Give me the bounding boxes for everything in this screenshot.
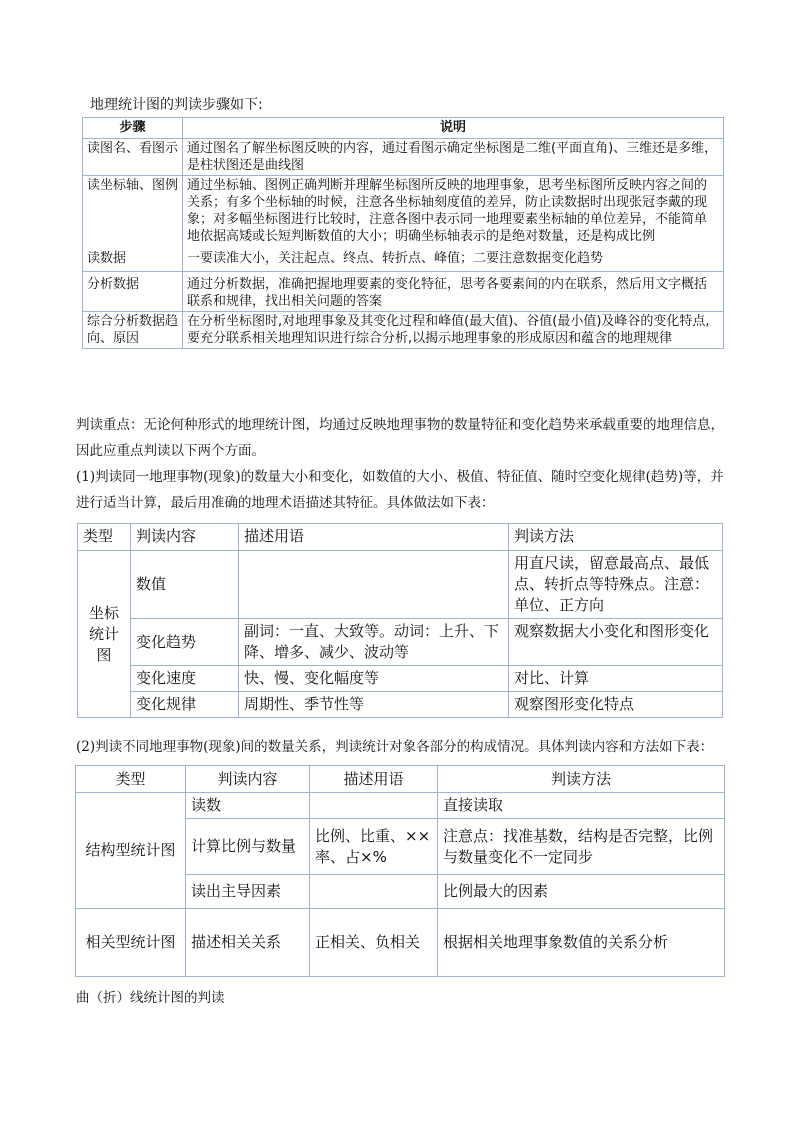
method-cell: 根据相关地理事象数值的关系分析 — [438, 909, 725, 977]
terms-cell — [310, 875, 438, 909]
steps-table — [82, 117, 724, 349]
step-cell: 读图名、看图示 — [83, 139, 183, 176]
intro-heading: 地理统计图的判读步骤如下: — [90, 97, 263, 113]
content-cell: 变化规律 — [131, 692, 239, 718]
terms-cell: 比例、比重、××率、占×% — [310, 819, 438, 875]
method-cell: 注意点：找准基数，结构是否完整，比例与数量变化不一定同步 — [438, 819, 725, 875]
header-terms: 描述用语 — [310, 766, 438, 793]
header-type: 类型 — [78, 524, 131, 551]
terms-cell: 周期性、季节性等 — [239, 692, 509, 718]
type-cell: 坐标统计图 — [78, 551, 131, 718]
content-cell: 读数 — [186, 793, 310, 819]
terms-cell — [310, 793, 438, 819]
type-cell: 相关型统计图 — [76, 909, 186, 977]
desc-cell: 通过分析数据，准确把握地理要素的变化特征，思考各要素间的内在联系，然后用文字概括联系和规律，找出相关问题的答案 — [183, 272, 724, 312]
content-cell: 描述相关关系 — [186, 909, 310, 977]
content-cell: 数值 — [131, 551, 239, 619]
part1-paragraph: (1)判读同一地理事物(现象)的数量大小和变化，如数值的大小、极值、特征值、随时空变化规律(趋势)等，并进行适当计算，最后用准确的地理术语描述其特征。具体做法如下表： — [76, 469, 724, 511]
header-desc: 说明 — [183, 118, 724, 139]
header-terms: 描述用语 — [239, 524, 509, 551]
header-step: 步骤 — [83, 118, 183, 139]
header-content: 判读内容 — [186, 766, 310, 793]
terms-cell — [239, 551, 509, 619]
header-method: 判读方法 — [509, 524, 723, 551]
step-cell: 读数据 — [83, 246, 183, 272]
type-cell: 结构型统计图 — [76, 793, 186, 909]
coordinate-chart-table — [77, 523, 723, 718]
step-cell: 综合分析数据趋向、原因 — [83, 312, 183, 349]
method-cell: 比例最大的因素 — [438, 875, 725, 909]
header-content: 判读内容 — [131, 524, 239, 551]
method-cell: 直接读取 — [438, 793, 725, 819]
part2-paragraph: (2)判读不同地理事物(现象)间的数量关系，判读统计对象各部分的构成情况。具体判读内容和方法如下表： — [76, 739, 714, 755]
header-type: 类型 — [76, 766, 186, 793]
relation-chart-table — [75, 765, 725, 977]
key-points-paragraph: 判读重点：无论何种形式的地理统计图，均通过反映地理事物的数量特征和变化趋势来承载重要的地理信息，因此应重点判读以下两个方面。 — [76, 417, 724, 459]
content-cell: 变化速度 — [131, 666, 239, 692]
terms-cell: 副词：一直、大致等。动词：上升、下降、增多、减少、波动等 — [239, 619, 509, 666]
terms-cell: 快、慢、变化幅度等 — [239, 666, 509, 692]
line-chart-heading: 曲（折）线统计图的判读 — [76, 990, 225, 1006]
terms-cell: 正相关、负相关 — [310, 909, 438, 977]
content-cell: 计算比例与数量 — [186, 819, 310, 875]
method-cell: 观察数据大小变化和图形变化 — [509, 619, 723, 666]
content-cell: 读出主导因素 — [186, 875, 310, 909]
step-cell: 分析数据 — [83, 272, 183, 312]
header-method: 判读方法 — [438, 766, 725, 793]
desc-cell: 通过图名了解坐标图反映的内容，通过看图示确定坐标图是二维(平面直角)、三维还是多维，是柱状图还是曲线图 — [183, 139, 724, 176]
method-cell: 观察图形变化特点 — [509, 692, 723, 718]
desc-cell: 在分析坐标图时,对地理事象及其变化过程和峰值(最大值)、谷值(最小值)及峰谷的变化特点,要充分联系相关地理知识进行综合分析,以揭示地理事象的形成原因和蕴含的地理规律 — [183, 312, 724, 349]
desc-cell: 一要读准大小，关注起点、终点、转折点、峰值；二要注意数据变化趋势 — [183, 246, 724, 272]
content-cell: 变化趋势 — [131, 619, 239, 666]
method-cell: 用直尺读，留意最高点、最低点、转折点等特殊点。注意：单位、正方向 — [509, 551, 723, 619]
step-cell: 读坐标轴、图例 — [83, 176, 183, 247]
desc-cell: 通过坐标轴、图例正确判断并理解坐标图所反映的地理事象，思考坐标图所反映内容之间的关系；有多个坐标轴的时候，注意各坐标轴刻度值的差异，防止读数据时出现张冠李戴的现象；对多幅坐标图进行比较时，注意各图中表示同一地理要素坐标轴的单位差异，不能简单地依据高矮或长短判断数值的大小；明确坐标轴表示的是绝对数量，还是构成比例 — [183, 176, 724, 247]
method-cell: 对比、计算 — [509, 666, 723, 692]
